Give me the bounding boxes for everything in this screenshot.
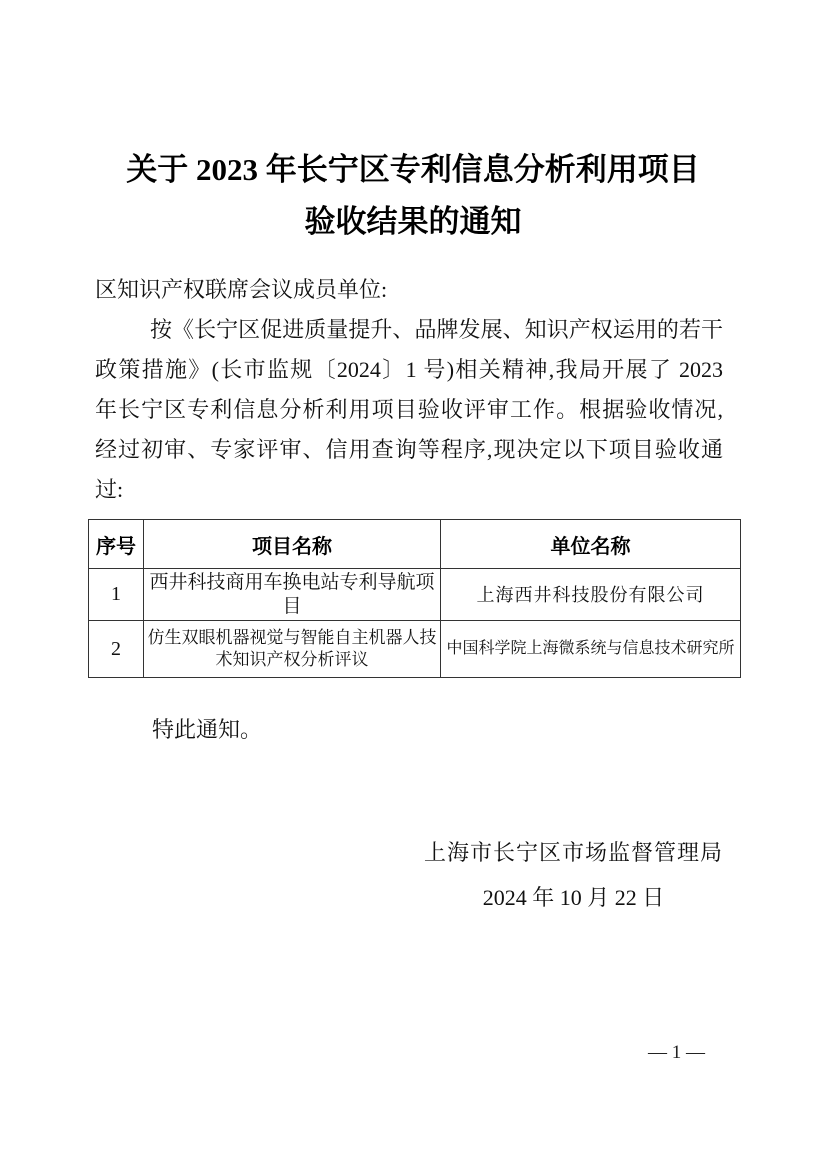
issue-date: 2024 年 10 月 22 日 xyxy=(482,885,665,910)
cell-index: 2 xyxy=(89,621,144,678)
paragraph-line: 经过初审、专家评审、信用查询等程序,现决定以下项目验收通 xyxy=(95,437,723,462)
title-line-1: 关于 2023 年长宁区专利信息分析利用项目 xyxy=(126,152,700,187)
header-cell-index: 序号 xyxy=(89,520,144,569)
paragraph-line: 年长宁区专利信息分析利用项目验收评审工作。根据验收情况, xyxy=(95,397,723,422)
table-row xyxy=(89,569,741,621)
header-cell-project: 项目名称 xyxy=(144,520,441,569)
cell-index: 1 xyxy=(89,569,144,621)
document-title xyxy=(0,144,826,248)
paragraph-line: 过: xyxy=(95,477,124,502)
results-table xyxy=(88,519,741,678)
closing-note: 特此通知。 xyxy=(152,717,263,742)
cell-unit: 上海西井科技股份有限公司 xyxy=(441,569,741,621)
cell-unit: 中国科学院上海微系统与信息技术研究所 xyxy=(441,621,741,678)
cell-project: 西井科技商用车换电站专利导航项目 xyxy=(144,569,441,621)
issuer-signature: 上海市长宁区市场监督管理局 xyxy=(423,840,723,865)
paragraph-line: 按《长宁区促进质量提升、品牌发展、知识产权运用的若干 xyxy=(150,317,723,342)
table-row xyxy=(89,621,741,678)
header-cell-unit: 单位名称 xyxy=(441,520,741,569)
table-header-row xyxy=(89,520,741,569)
title-line-2: 验收结果的通知 xyxy=(304,204,522,239)
salutation: 区知识产权联席会议成员单位: xyxy=(95,277,388,302)
page-number: — 1 — xyxy=(648,1042,705,1063)
signature-block xyxy=(424,830,723,920)
document-body xyxy=(95,270,723,510)
paragraph-line: 政策措施》(长市监规〔2024〕1 号)相关精神,我局开展了 2023 xyxy=(95,357,723,382)
cell-project: 仿生双眼机器视觉与智能自主机器人技术知识产权分析评议 xyxy=(144,621,441,678)
